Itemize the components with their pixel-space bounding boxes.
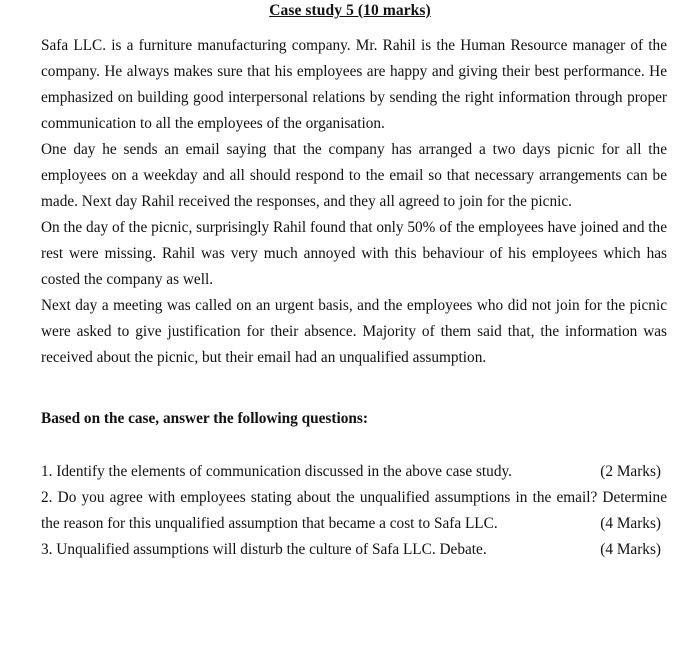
document-title: Case study 5 (10 marks): [269, 2, 431, 19]
question-marks: (2 Marks): [600, 463, 661, 480]
question-marks: (4 Marks): [600, 541, 661, 558]
case-study-body: [41, 33, 667, 371]
questions-heading: Based on the case, answer the following questions:: [41, 410, 368, 427]
question-marks: (4 Marks): [600, 515, 661, 532]
questions-list: [41, 459, 667, 563]
question-item: [41, 537, 667, 563]
question-item: [41, 459, 667, 485]
paragraph-company-intro: Safa LLC. is a furniture manufacturing company. Mr. Rahil is the Human Resource manager of the company. He always makes sure that his employees are happy and giving their best performance. He emphasized on building good interpersonal relations by sending the right information through proper communication to all the employees of the organisation.: [41, 37, 667, 132]
question-text: 1. Identify the elements of communication discussed in the above case study.: [41, 463, 512, 480]
question-text: 3. Unqualified assumptions will disturb the culture of Safa LLC. Debate.: [41, 541, 487, 558]
question-text: 2. Do you agree with employees stating about the unqualified assumptions in the email? Determine the reason for this unqualified assumption that became a cost to Safa LLC.: [41, 489, 667, 532]
paragraph-picnic-email: One day he sends an email saying that the company has arranged a two days picnic for all the employees on a weekday and all should respond to the email so that necessary arrangements can be made. Next day Rahil received the responses, and they all agreed to join for the picnic.: [41, 141, 667, 210]
paragraph-meeting: Next day a meeting was called on an urgent basis, and the employees who did not join for the picnic were asked to give justification for their absence. Majority of them said that, the information was received about the picnic, but their email had an unqualified assumption.: [41, 297, 667, 366]
question-item: [41, 485, 667, 537]
paragraph-picnic-day: On the day of the picnic, surprisingly Rahil found that only 50% of the employees have joined and the rest were missing. Rahil was very much annoyed with this behaviour of his employees which has costed the company as well.: [41, 219, 667, 288]
